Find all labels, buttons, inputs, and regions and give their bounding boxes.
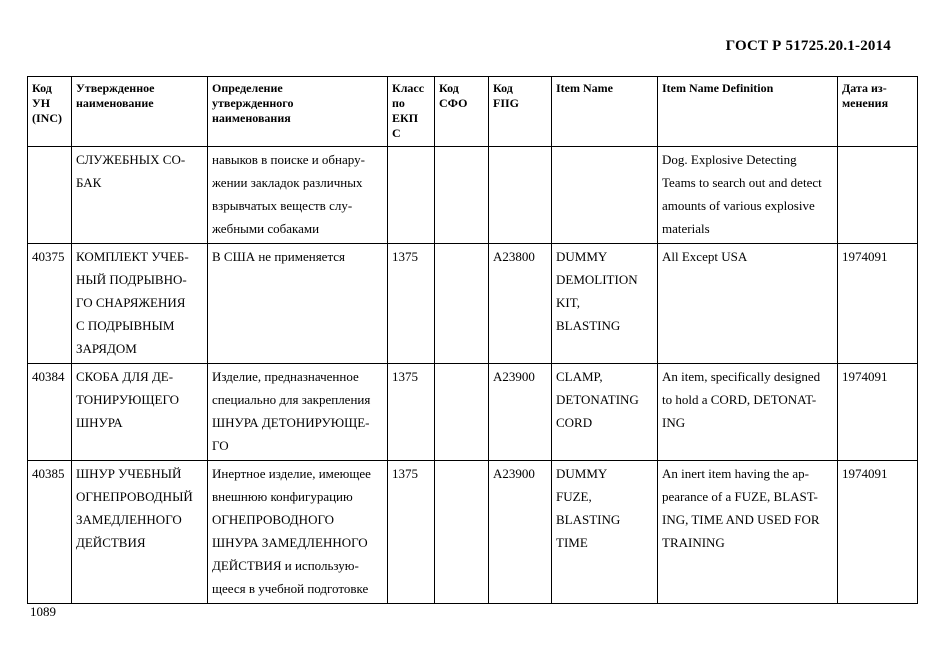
cell-text-line: ОГНЕПРОВОДНОГО <box>212 512 335 527</box>
cell-text-line: Teams to search out and detect <box>662 175 822 190</box>
cell-text-line: НЫЙ ПОДРЫВНО- <box>76 272 187 287</box>
col-header-item-name-definition <box>658 77 838 147</box>
cell-text-line: наименования <box>212 111 291 125</box>
cell-class <box>388 244 435 364</box>
cell-approved-name <box>72 364 208 461</box>
cell-text-line: щееся в учебной подготовке <box>212 581 369 596</box>
col-header-inc <box>28 77 72 147</box>
cell-text-line: ЕКП <box>392 111 419 125</box>
cell-text-line: навыков в поиске и обнару- <box>212 152 365 167</box>
cell-text-line: FUZE, <box>556 489 592 504</box>
cell-name-definition <box>208 147 388 244</box>
cell-text-line: 40375 <box>32 249 65 264</box>
cell-fiig-code <box>489 244 552 364</box>
cell-text-line: наименование <box>76 96 154 110</box>
cell-fiig-code <box>489 461 552 604</box>
cell-text-line: взрывчатых веществ слу- <box>212 198 353 213</box>
cell-text-line: DUMMY <box>556 466 608 481</box>
table-row <box>28 244 918 364</box>
cell-text-line: ШНУРА ЗАМЕДЛЕННОГО <box>212 535 368 550</box>
cell-approved-name <box>72 461 208 604</box>
cell-text-line: ШНУРА <box>76 415 123 430</box>
cell-text-line: An inert item having the ap- <box>662 466 809 481</box>
cell-text-line: to hold a CORD, DETONAT- <box>662 392 817 407</box>
document-header: ГОСТ Р 51725.20.1-2014 <box>725 38 891 54</box>
cell-text-line: внешнюю конфигурацию <box>212 489 353 504</box>
cell-name-definition <box>208 244 388 364</box>
cell-sfo-code <box>435 364 489 461</box>
cell-change-date <box>838 461 918 604</box>
cell-text-line: A23900 <box>493 466 535 481</box>
cell-text-line: TRAINING <box>662 535 725 550</box>
cell-inc <box>28 461 72 604</box>
cell-change-date <box>838 364 918 461</box>
cell-text-line: Инертное изделие, имеющее <box>212 466 371 481</box>
cell-name-definition <box>208 364 388 461</box>
cell-item-name-definition <box>658 147 838 244</box>
cell-text-line: Утвержденное <box>76 81 155 95</box>
col-header-fiig-code <box>489 77 552 147</box>
cell-text-line: 1375 <box>392 369 418 384</box>
cell-text-line: утвержденного <box>212 96 294 110</box>
cell-item-name <box>552 364 658 461</box>
col-header-class <box>388 77 435 147</box>
col-header-name-definition <box>208 77 388 147</box>
header-row <box>28 77 918 147</box>
cell-text-line: С ПОДРЫВНЫМ <box>76 318 175 333</box>
cell-sfo-code <box>435 147 489 244</box>
cell-text-line: ШНУРА ДЕТОНИРУЮЩЕ- <box>212 415 370 430</box>
cell-class <box>388 364 435 461</box>
cell-text-line: УН <box>32 96 51 110</box>
catalog-table <box>27 76 918 604</box>
cell-text-line: СЛУЖЕБНЫХ СО- <box>76 152 186 167</box>
cell-text-line: A23900 <box>493 369 535 384</box>
cell-class <box>388 147 435 244</box>
cell-text-line: FIIG <box>493 96 520 110</box>
cell-text-line: materials <box>662 221 710 236</box>
cell-text-line: ГО <box>212 438 229 453</box>
cell-inc <box>28 147 72 244</box>
table-row <box>28 364 918 461</box>
cell-text-line: В США не применяется <box>212 249 346 264</box>
cell-text-line: ДЕЙСТВИЯ <box>76 535 146 550</box>
cell-text-line: TIME <box>556 535 588 550</box>
cell-text-line: Изделие, предназначенное <box>212 369 359 384</box>
cell-text-line: СКОБА ДЛЯ ДЕ- <box>76 369 174 384</box>
cell-text-line: ЗАРЯДОМ <box>76 341 137 356</box>
cell-text-line: ГО СНАРЯЖЕНИЯ <box>76 295 186 310</box>
cell-text-line: pearance of a FUZE, BLAST- <box>662 489 818 504</box>
cell-text-line: ОГНЕПРОВОДНЫЙ <box>76 489 193 504</box>
page-number: 1089 <box>30 604 56 619</box>
cell-name-definition <box>208 461 388 604</box>
cell-text-line: менения <box>842 96 889 110</box>
cell-approved-name <box>72 244 208 364</box>
cell-text-line: ЗАМЕДЛЕННОГО <box>76 512 182 527</box>
table-row <box>28 147 918 244</box>
col-header-sfo-code <box>435 77 489 147</box>
cell-text-line: Item Name <box>556 81 613 95</box>
cell-text-line: CLAMP, <box>556 369 603 384</box>
cell-item-name <box>552 461 658 604</box>
col-header-change-date <box>838 77 918 147</box>
cell-sfo-code <box>435 244 489 364</box>
cell-item-name <box>552 147 658 244</box>
cell-change-date <box>838 244 918 364</box>
cell-text-line: ING, TIME AND USED FOR <box>662 512 820 527</box>
cell-text-line: All Except USA <box>662 249 748 264</box>
cell-text-line: 1375 <box>392 466 418 481</box>
cell-inc <box>28 244 72 364</box>
cell-text-line: ING <box>662 415 686 430</box>
cell-text-line: 1974091 <box>842 249 888 264</box>
cell-approved-name <box>72 147 208 244</box>
cell-text-line: amounts of various explosive <box>662 198 815 213</box>
cell-text-line: Определение <box>212 81 283 95</box>
cell-text-line: ТОНИРУЮЩЕГО <box>76 392 180 407</box>
cell-text-line: ШНУР УЧЕБНЫЙ <box>76 466 182 481</box>
cell-text-line: CORD <box>556 415 593 430</box>
cell-text-line: Код <box>439 81 459 95</box>
cell-text-line: ДЕЙСТВИЯ и использую- <box>212 558 359 573</box>
cell-text-line: 40384 <box>32 369 65 384</box>
cell-text-line: An item, specifically designed <box>662 369 821 384</box>
cell-text-line: С <box>392 126 401 140</box>
cell-text-line: 40385 <box>32 466 65 481</box>
cell-text-line: 1974091 <box>842 466 888 481</box>
cell-text-line: BLASTING <box>556 318 621 333</box>
cell-item-name-definition <box>658 244 838 364</box>
cell-item-name-definition <box>658 461 838 604</box>
cell-fiig-code <box>489 147 552 244</box>
cell-text-line: по <box>392 96 405 110</box>
cell-text-line: жебными собаками <box>212 221 320 236</box>
cell-text-line: Код <box>493 81 513 95</box>
table-row <box>28 461 918 604</box>
cell-change-date <box>838 147 918 244</box>
col-header-item-name <box>552 77 658 147</box>
cell-text-line: Дата из- <box>842 81 887 95</box>
cell-item-name-definition <box>658 364 838 461</box>
cell-text-line: 1974091 <box>842 369 888 384</box>
cell-text-line: специально для закрепления <box>212 392 371 407</box>
cell-text-line: (INC) <box>32 111 62 125</box>
cell-text-line: KIT, <box>556 295 580 310</box>
cell-text-line: жении закладок различных <box>212 175 363 190</box>
cell-text-line: СФО <box>439 96 468 110</box>
cell-inc <box>28 364 72 461</box>
cell-text-line: БАК <box>76 175 102 190</box>
cell-text-line: Класс <box>392 81 425 95</box>
cell-text-line: Код <box>32 81 52 95</box>
col-header-approved-name <box>72 77 208 147</box>
cell-text-line: BLASTING <box>556 512 621 527</box>
cell-text-line: 1375 <box>392 249 418 264</box>
cell-text-line: DETONATING <box>556 392 639 407</box>
cell-sfo-code <box>435 461 489 604</box>
cell-text-line: КОМПЛЕКТ УЧЕБ- <box>76 249 189 264</box>
cell-text-line: DEMOLITION <box>556 272 638 287</box>
cell-text-line: A23800 <box>493 249 535 264</box>
cell-text-line: DUMMY <box>556 249 608 264</box>
cell-text-line: Item Name Definition <box>662 81 774 95</box>
cell-item-name <box>552 244 658 364</box>
cell-text-line: Dog. Explosive Detecting <box>662 152 797 167</box>
cell-fiig-code <box>489 364 552 461</box>
cell-class <box>388 461 435 604</box>
